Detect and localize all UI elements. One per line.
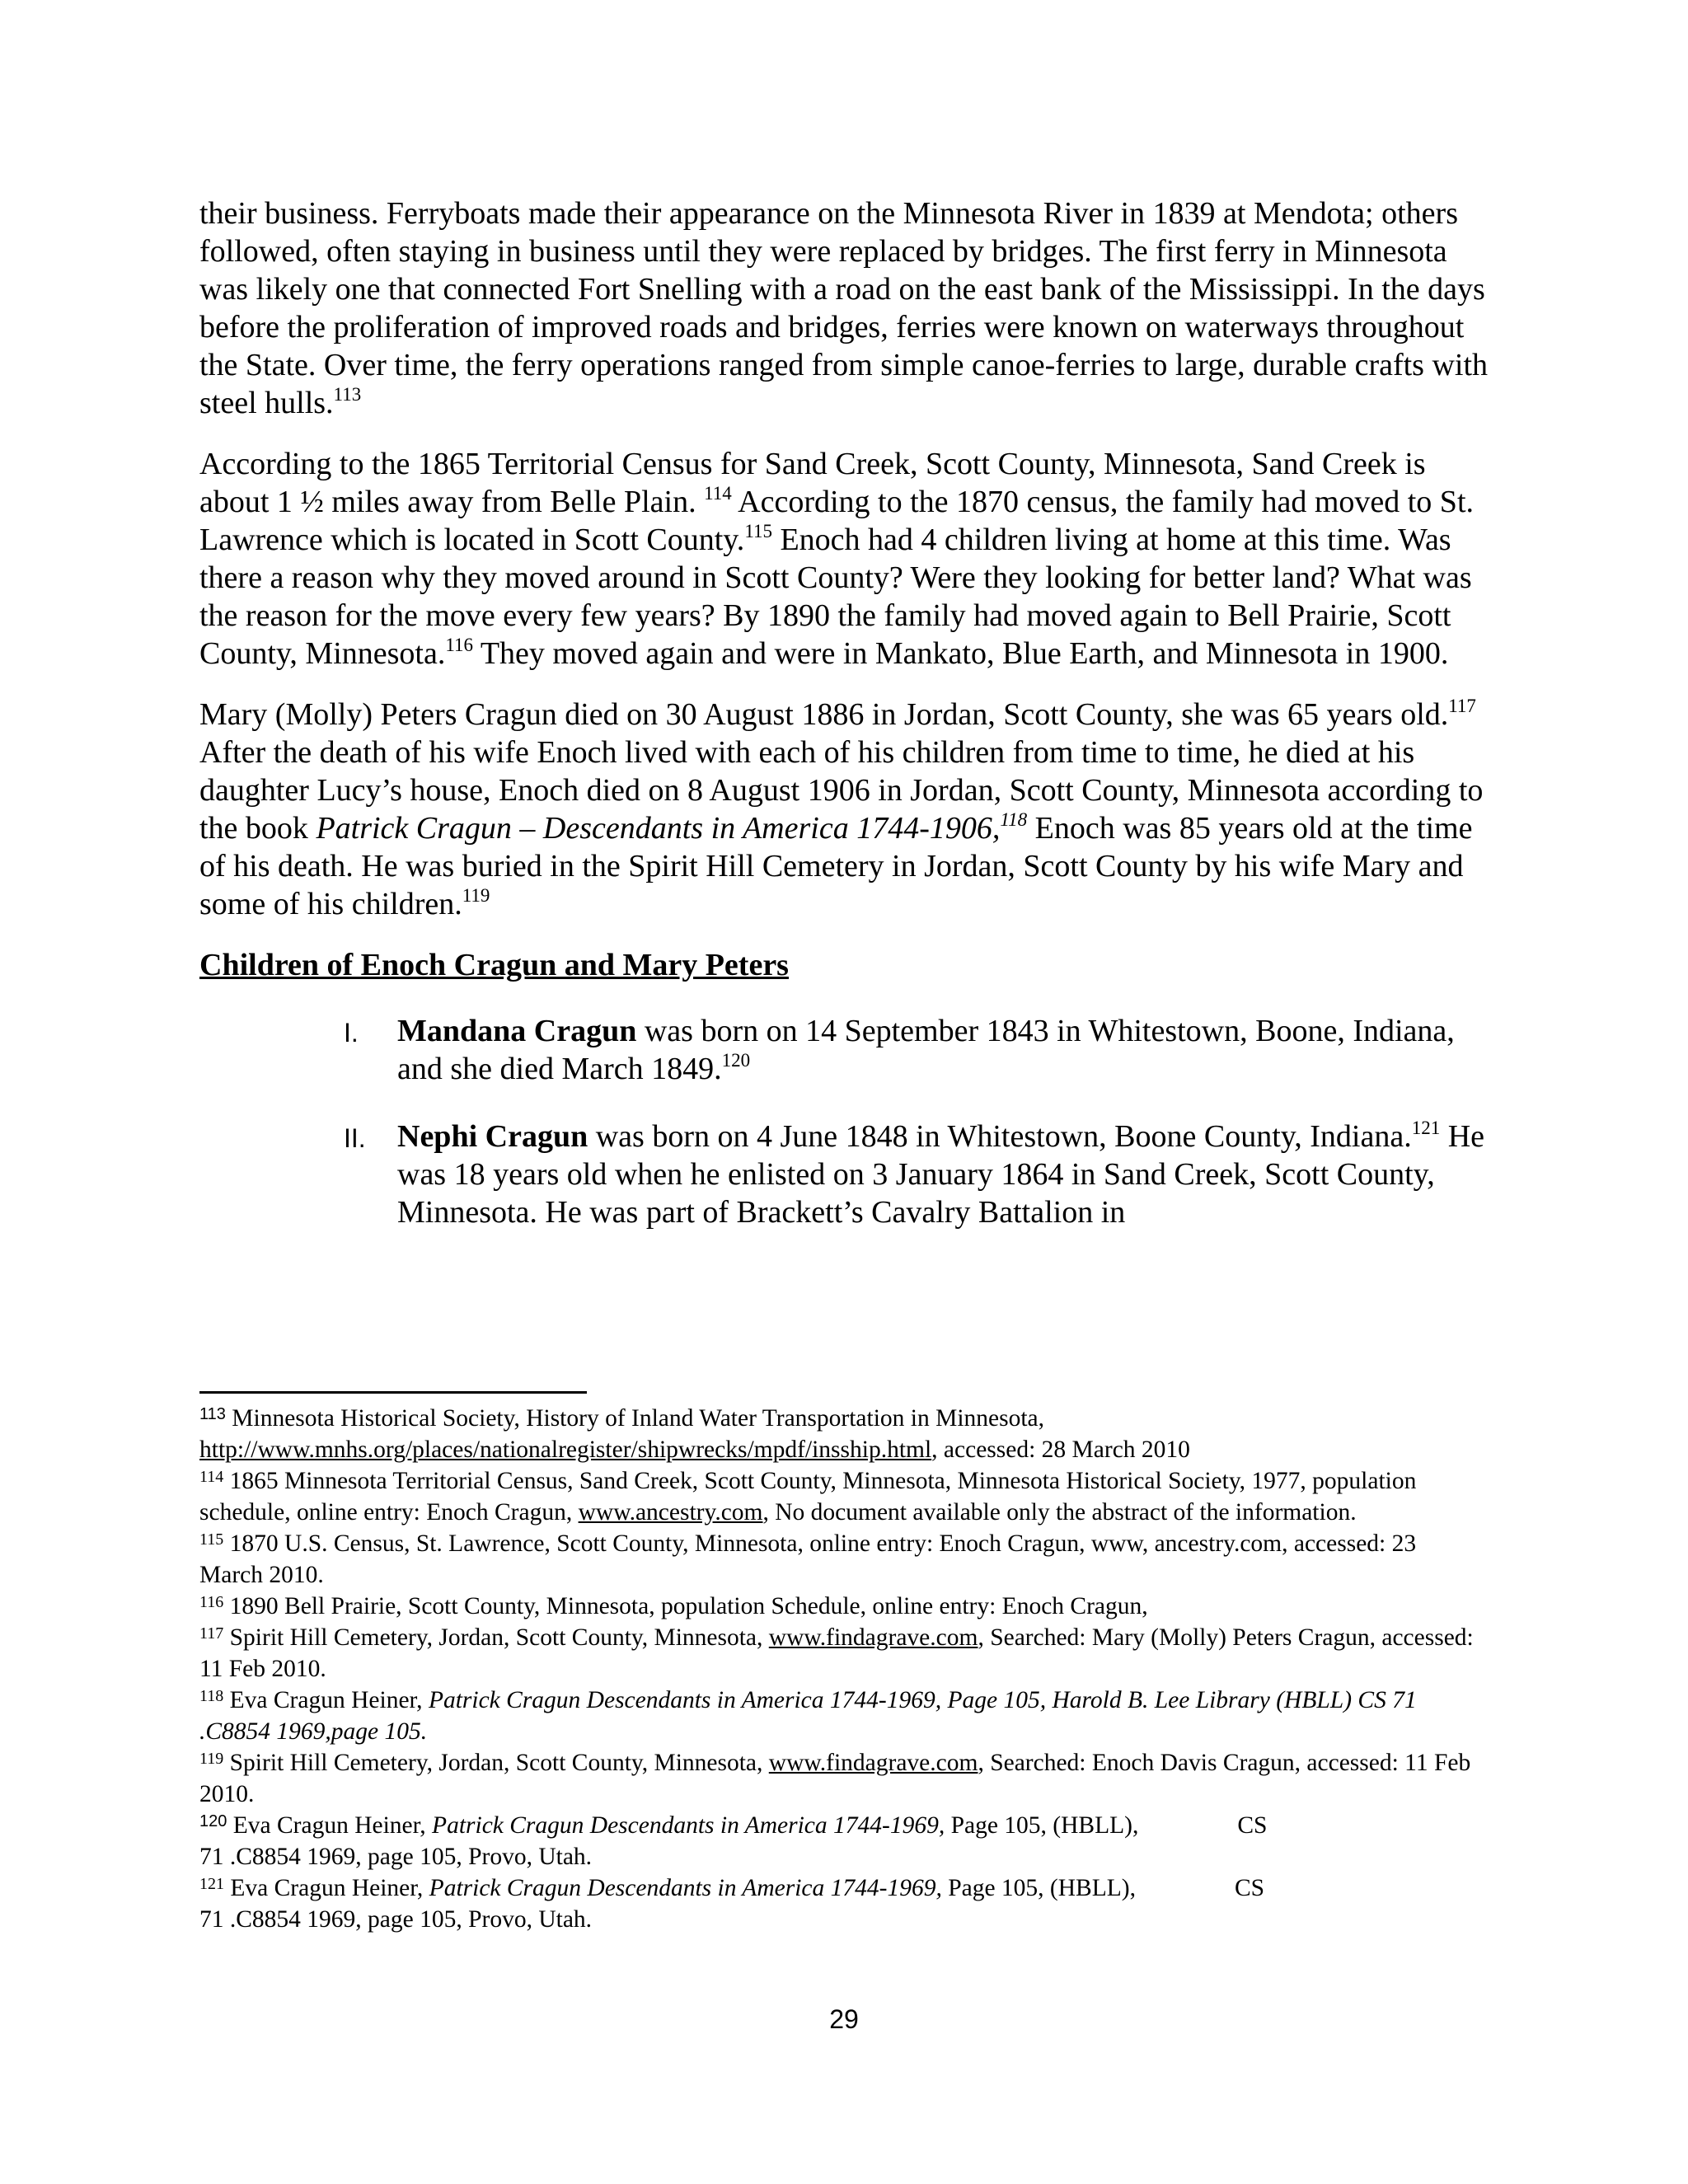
child-entry-mandana	[199, 1012, 1493, 1088]
footnote-115	[199, 1528, 1485, 1591]
footnote-number: 116	[199, 1593, 224, 1611]
footnote-link[interactable]: www.findagrave.com	[768, 1624, 978, 1651]
paragraph-text: According to the 1865 Territorial Census for Sand Creek, Scott County, Minnesota, Sand Creek is about 1 ½ miles away from Belle Plain.	[199, 447, 1426, 519]
footnote-ref-117[interactable]: 117	[1448, 696, 1476, 716]
footnote-text: Minnesota Historical Society, History of Inland Water Transportation in Minnesota,	[225, 1405, 1045, 1432]
paragraph-text: Enoch was 85 years old at the time of his death. He was buried in the Spirit Hill Cemetery in Jordan, Scott County by his wife Mary and some of his children.	[199, 811, 1473, 921]
footnote-number: 119	[199, 1750, 224, 1768]
footnote-citation: Patrick Cragun Descendants in America 1744-1969,	[432, 1812, 945, 1839]
body-text	[199, 194, 1493, 1261]
footnote-120	[199, 1810, 1485, 1872]
footnote-117	[199, 1622, 1485, 1685]
footnote-citation: Patrick Cragun Descendants in America 1744-1969,	[429, 1875, 942, 1901]
footnote-ref-number: 118	[1000, 809, 1028, 830]
footnote-text: 1870 U.S. Census, St. Lawrence, Scott County, Minnesota, online entry: Enoch Cragun, www, ancestry.com, accessed: 23 March 2010.	[199, 1530, 1417, 1588]
paragraph-text: After the death of his wife Enoch lived with each of his children from time to time, he died at his daughter Lucy’s house, Enoch died on 8 August 1906 in Jordan, Scott County, Minnesota according to the book	[199, 735, 1484, 846]
footnote-text: , accessed: 28 March 2010	[931, 1436, 1190, 1463]
footnote-link[interactable]: www.ancestry.com	[578, 1499, 763, 1526]
child-text: He was 18 years old when he enlisted on 3 January 1864 in Sand Creek, Scott County, Minnesota. He was part of Brackett’s Cavalry Battalion in	[397, 1119, 1485, 1230]
footnote-ref-115[interactable]: 115	[744, 521, 772, 541]
footnote-text: , No document available only the abstract of the information.	[762, 1499, 1357, 1526]
footnote-text: , Searched: Mary (Molly) Peters Cragun, accessed: 11 Feb 2010.	[199, 1624, 1474, 1682]
footnote-116	[199, 1591, 1485, 1622]
paragraph-text: Mary (Molly) Peters Cragun died on 30 August 1886 in Jordan, Scott County, she was 65 years old.	[199, 697, 1449, 732]
footnote-ref-121[interactable]: 121	[1411, 1118, 1441, 1138]
footnote-number: 121	[199, 1875, 224, 1893]
footnote-text: Spirit Hill Cemetery, Jordan, Scott County, Minnesota,	[223, 1624, 769, 1651]
footnote-text: Eva Cragun Heiner,	[224, 1875, 429, 1901]
footnote-text: Eva Cragun Heiner,	[223, 1687, 429, 1713]
paragraph-text: They moved again and were in Mankato, Blue Earth, and Minnesota in 1900.	[473, 636, 1449, 671]
footnote-link[interactable]: www.findagrave.com	[768, 1750, 978, 1776]
list-numeral: I.	[344, 1018, 359, 1047]
footnote-number: 118	[199, 1687, 224, 1705]
footnote-text: CS	[1234, 1875, 1265, 1901]
footnote-ref-116[interactable]: 116	[445, 635, 474, 655]
paragraph-deaths	[199, 696, 1493, 923]
paragraph-text: their business. Ferryboats made their appearance on the Minnesota River in 1839 at Mendota; others followed, often staying in business until they were replaced by bridges. The first ferry in Minnesota was likely one that connected Fort Snelling with a road on the east bank of the Mississippi. In the days before the proliferation of improved roads and bridges, ferries were known on waterways throughout the State. Over time, the ferry operations ranged from simple canoe-ferries to large, durable crafts with steel hulls.	[199, 196, 1489, 420]
footnote-text: Spirit Hill Cemetery, Jordan, Scott County, Minnesota,	[223, 1750, 769, 1776]
footnote-text: CS	[1237, 1812, 1268, 1839]
footnote-114	[199, 1465, 1485, 1528]
footnote-separator	[199, 1391, 587, 1394]
paragraph-text: Enoch had 4 children living at home at this time. Was there a reason why they moved around in Scott County? Were they looking for better land? What was the reason for the move every few years? By 1890 the family had moved again to Bell Prairie, Scott County, Minnesota.	[199, 523, 1472, 671]
paragraph-census	[199, 445, 1493, 673]
footnote-number: 115	[199, 1530, 224, 1549]
footnote-citation: Patrick Cragun Descendants in America 1744-1969, Page 105, Harold B. Lee Library (HBLL) CS 71 .C8854 1969,page 105.	[199, 1687, 1417, 1745]
footnote-ref-119[interactable]: 119	[462, 885, 490, 906]
footnote-number: 120	[199, 1812, 227, 1830]
footnote-113	[199, 1403, 1485, 1465]
paragraph-text: According to the 1870 census, the family had moved to St. Lawrence which is located in Scott County.	[199, 485, 1475, 557]
list-numeral: II.	[344, 1123, 366, 1153]
page-number: 29	[829, 2004, 859, 2034]
footnote-number: 114	[199, 1468, 224, 1486]
footnote-link[interactable]: http://www.mnhs.org/places/nationalregister/shipwrecks/mpdf/insship.html	[199, 1436, 932, 1463]
footnote-118	[199, 1685, 1485, 1747]
book-title: Patrick Cragun – Descendants in America 1744-1906,	[316, 811, 1001, 846]
footnote-text: 71 .C8854 1969, page 105, Provo, Utah.	[199, 1906, 593, 1933]
footnote-text: , Searched: Enoch Davis Cragun, accessed: 11 Feb 2010.	[199, 1750, 1471, 1807]
section-heading: Children of Enoch Cragun and Mary Peters	[199, 948, 789, 982]
footnote-ref-113[interactable]: 113	[333, 384, 362, 405]
footnote-ref-120[interactable]: 120	[721, 1050, 751, 1071]
footnote-text: 1890 Bell Prairie, Scott County, Minnesota, population Schedule, online entry: Enoch Cragun,	[223, 1593, 1148, 1619]
child-text: was born on 14 September 1843 in Whitestown, Boone, Indiana, and she died March 1849.	[397, 1014, 1455, 1086]
footnote-number: 113	[199, 1405, 226, 1423]
footnote-text: Page 105, (HBLL),	[941, 1875, 1136, 1901]
child-text: was born on 4 June 1848 in Whitestown, Boone County, Indiana.	[588, 1119, 1412, 1154]
child-name: Mandana Cragun	[397, 1014, 637, 1048]
footnote-text: 1865 Minnesota Territorial Census, Sand Creek, Scott County, Minnesota, Minnesota Historical Society, 1977, population schedule, online entry: Enoch Cragun,	[199, 1468, 1417, 1526]
footnote-number: 117	[199, 1624, 224, 1643]
footnote-text: Page 105, (HBLL),	[945, 1812, 1139, 1839]
footnote-ref-118[interactable]	[1000, 809, 1027, 830]
footnotes	[199, 1403, 1485, 1935]
child-entry-nephi	[199, 1118, 1493, 1231]
footnote-ref-114[interactable]: 114	[704, 483, 732, 504]
footnote-121	[199, 1872, 1485, 1935]
footnote-text: 71 .C8854 1969, page 105, Provo, Utah.	[199, 1844, 593, 1870]
child-name: Nephi Cragun	[397, 1119, 588, 1154]
footnote-119	[199, 1747, 1485, 1810]
paragraph-ferries	[199, 194, 1493, 422]
footnote-text: Eva Cragun Heiner,	[227, 1812, 433, 1839]
